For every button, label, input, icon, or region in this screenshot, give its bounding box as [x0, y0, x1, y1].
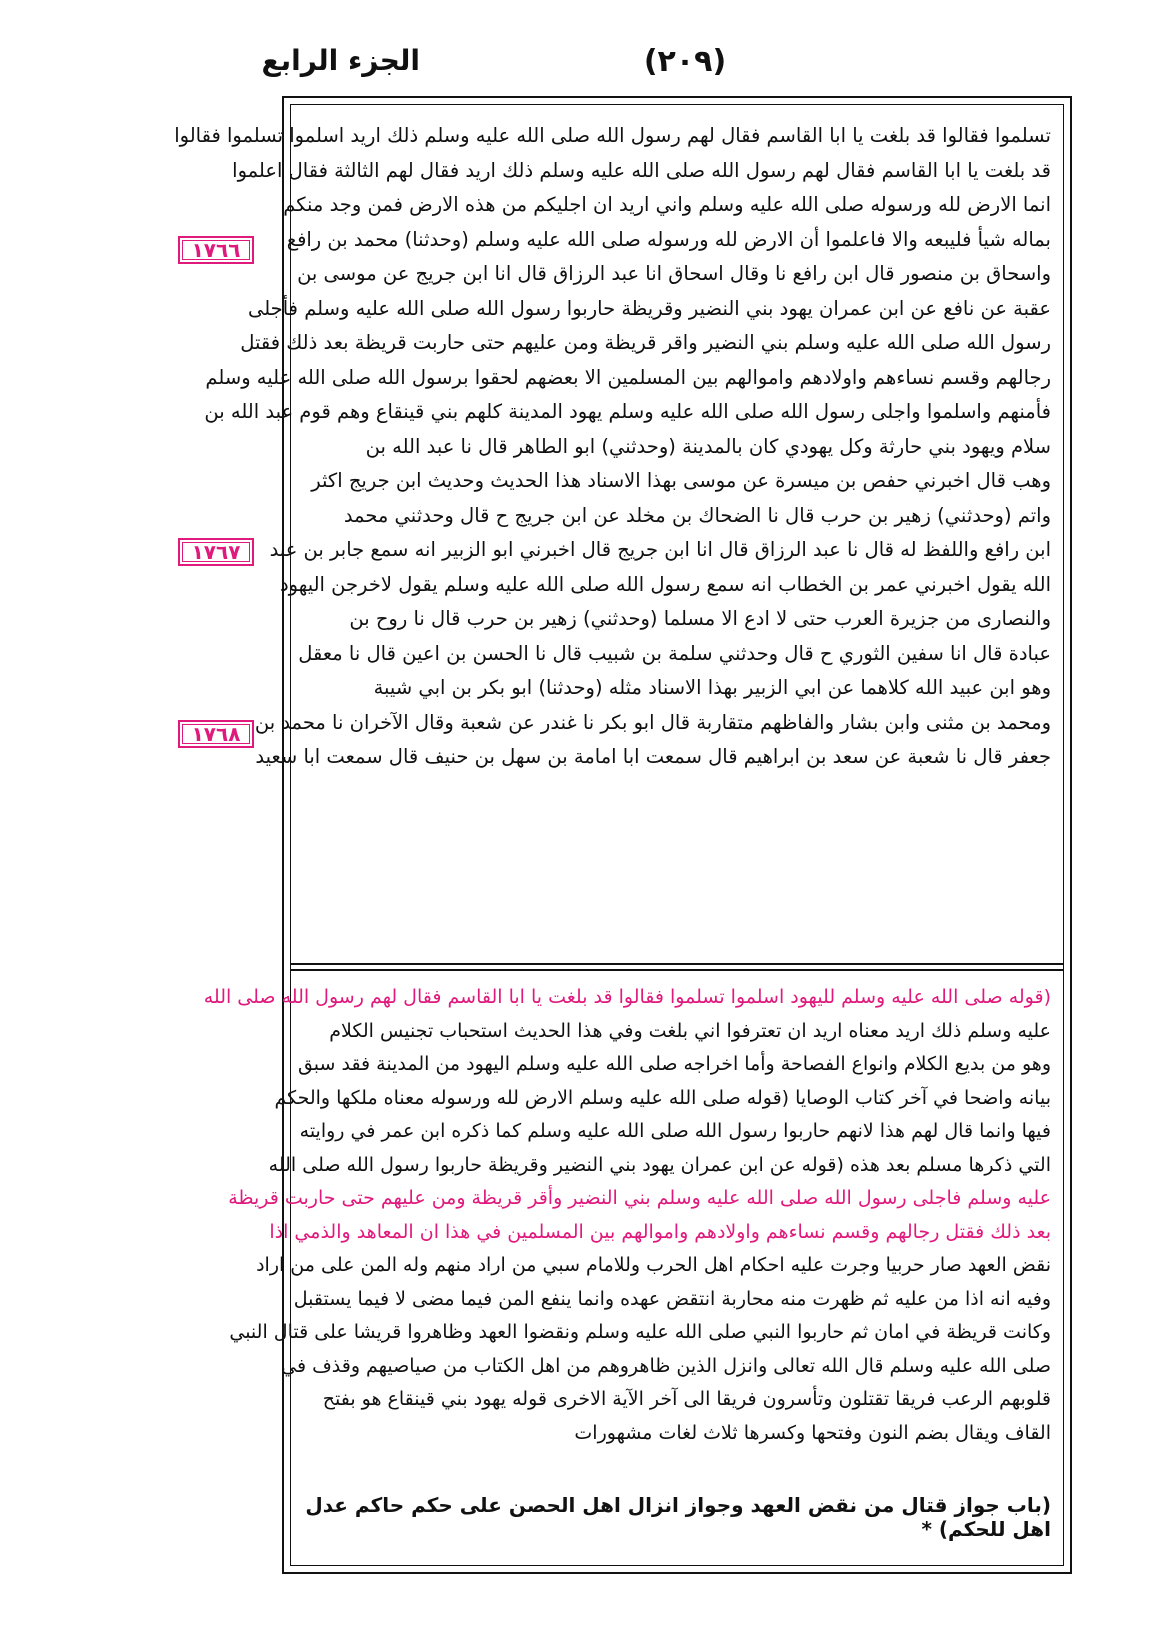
- commentary-line: صلى الله عليه وسلم قال الله تعالى وانزل الذين ظاهروهم من اهل الكتاب من صياصيهم وقذف في: [281, 1354, 1051, 1377]
- hadith-number-badge: ١٧٦٧: [178, 538, 254, 566]
- commentary-line: فيها وانما قال لهم هذا لانهم حاربوا رسول الله صلى الله عليه وسلم كما ذكره ابن عمر في روايته: [299, 1120, 1051, 1142]
- hadith-line: رجالهم وقسم نساءهم واولادهم واموالهم بين المسلمين الا بعضهم لحقوا برسول الله صلى الله عليه وسلم: [205, 365, 1051, 389]
- hadith-line: جعفر قال نا شعبة عن سعد بن ابراهيم قال سمعت ابا امامة بن سهل بن حنيف قال سمعت ابا سعيد: [255, 745, 1051, 768]
- commentary-line: التي ذكرها مسلم بعد هذه (قوله عن ابن عمران يهود بني النضير وقريظة حاربوا رسول الله صلى الله: [268, 1153, 1051, 1176]
- hadith-line: قد بلغت يا ابا القاسم فقال لهم رسول الله صلى الله عليه وسلم ذلك اريد فقال لهم الثالثة فقال اعلموا: [232, 158, 1051, 182]
- hadith-line: واتم (وحدثني) زهير بن حرب قال نا الضحاك بن مخلد عن ابن جريج ح قال وحدثني محمد: [343, 503, 1051, 527]
- commentary-line: القاف ويقال بضم النون وفتحها وكسرها ثلاث لغات مشهورات: [574, 1421, 1051, 1444]
- section-divider: [291, 963, 1063, 971]
- hadith-line: عقبة عن نافع عن ابن عمران يهود بني النضير وقريظة حاربوا رسول الله صلى الله عليه وسلم فأجلى: [247, 296, 1051, 320]
- hadith-line: ابن رافع واللفظ له قال نا عبد الرزاق قال انا ابن جريج قال اخبرني ابو الزبير انه سمع جابر بن عبد: [269, 538, 1051, 561]
- commentary-line: بعد ذلك فقتل رجالهم وقسم نساءهم واولادهم واموالهم بين المسلمين في هذا ان المعاهد والذمي اذا: [269, 1220, 1051, 1243]
- hadith-line: فأمنهم واسلموا واجلى رسول الله صلى الله عليه وسلم يهود المدينة كلهم بني قينقاع وهم قوم عبد الله بن: [204, 400, 1051, 423]
- commentary-line: (قوله صلى الله عليه وسلم لليهود اسلموا تسلموا فقالوا قد بلغت يا ابا القاسم فقال لهم رسول الله صلى الله: [203, 986, 1051, 1008]
- chapter-heading: (باب جواز قتال من نقض العهد وجواز انزال اهل الحصن على حكم حاكم عدل اهل للحكم) *: [305, 1493, 1051, 1541]
- hadith-line: سلام ويهود بني حارثة وكل يهودي كان بالمدينة (وحدثني) ابو الطاهر قال نا عبد الله بن: [365, 434, 1051, 458]
- hadith-line: الله يقول اخبرني عمر بن الخطاب انه سمع رسول الله صلى الله عليه وسلم يقول لاخرجن اليهود: [279, 572, 1051, 596]
- page-number: (٢٠٩): [643, 44, 727, 79]
- hadith-number-badge: ١٧٦٦: [178, 236, 254, 264]
- hadith-line: وهب قال اخبرني حفص بن ميسرة عن موسى بهذا الاسناد هذا الحديث وحديث ابن جريج اكثر: [311, 469, 1051, 492]
- hadith-line: انما الارض لله ورسوله صلى الله عليه وسلم واني اريد ان اجليكم من هذه الارض فمن وجد منكم: [283, 193, 1051, 216]
- commentary-line: عليه وسلم ذلك اريد معناه اريد ان تعترفوا اني بلغت وفي هذا الحديث استحباب تجنيس الكلام: [329, 1019, 1051, 1042]
- commentary-line: بيانه واضحا في آخر كتاب الوصايا (قوله صلى الله عليه وسلم الارض لله ورسوله معناه ملكها والحكم: [274, 1086, 1051, 1109]
- commentary-line: وكانت قريظة في امان ثم حاربوا النبي صلى الله عليه وسلم ونقضوا العهد وظاهروا قريشا على قتال النبي: [229, 1321, 1051, 1343]
- hadith-line: واسحاق بن منصور قال ابن رافع نا وقال اسحاق انا عبد الرزاق قال انا ابن جريج عن موسى بن: [297, 262, 1051, 285]
- volume-title: الجزء الرابع: [261, 44, 420, 77]
- hadith-line: بماله شيأ فليبعه والا فاعلموا أن الارض لله ورسوله صلى الله عليه وسلم (وحدثنا) محمد بن رافع: [286, 227, 1051, 251]
- hadith-line: والنصارى من جزيرة العرب حتى لا ادع الا مسلما (وحدثني) زهير بن حرب قال نا روح بن: [349, 607, 1051, 630]
- hadith-line: رسول الله صلى الله عليه وسلم بني النضير واقر قريظة ومن عليهم حتى حاربت قريظة بعد ذلك فقتل: [240, 331, 1051, 354]
- hadith-number-badge: ١٧٦٨: [178, 720, 254, 748]
- hadith-line: تسلموا فقالوا قد بلغت يا ابا القاسم فقال لهم رسول الله صلى الله عليه وسلم ذلك اريد اسلموا تسلموا فقالوا: [174, 124, 1051, 147]
- commentary-line: قلوبهم الرعب فريقا تقتلون وتأسرون فريقا الى آخر الآية الاخرى قوله يهود بني قينقاع هو بفتح: [322, 1388, 1051, 1410]
- hadith-line: عبادة قال انا سفين الثوري ح قال وحدثني سلمة بن شبيب قال نا الحسن بن اعين قال نا معقل: [298, 641, 1051, 665]
- commentary-line: عليه وسلم فاجلى رسول الله صلى الله عليه وسلم بني النضير وأقر قريظة ومن عليهم حتى حاربت قريظة: [228, 1187, 1051, 1209]
- commentary-line: وفيه انه اذا من عليه ثم ظهرت منه محاربة انتقض عهده وانما ينفع المن فيما مضى لا فيما يستقبل: [293, 1287, 1051, 1310]
- page-header: [261, 44, 1080, 94]
- commentary-text: [203, 981, 1051, 1541]
- hadith-line: ومحمد بن مثنى وابن بشار والفاظهم متقاربة قال ابو بكر نا غندر عن شعبة وقال الآخران نا محمد بن: [254, 710, 1051, 734]
- commentary-line: نقض العهد صار حربيا وجرت عليه احكام اهل الحرب وللامام سبي من اراد منهم وله المن على من اراد: [256, 1254, 1051, 1276]
- hadith-line: وهو ابن عبيد الله كلاهما عن ابي الزبير بهذا الاسناد مثله (وحدثنا) ابو بكر بن ابي شيبة: [373, 676, 1051, 699]
- commentary-line: وهو من بديع الكلام وانواع الفصاحة وأما اخراجه صلى الله عليه وسلم اليهود من المدينة فقد سبق: [297, 1053, 1051, 1075]
